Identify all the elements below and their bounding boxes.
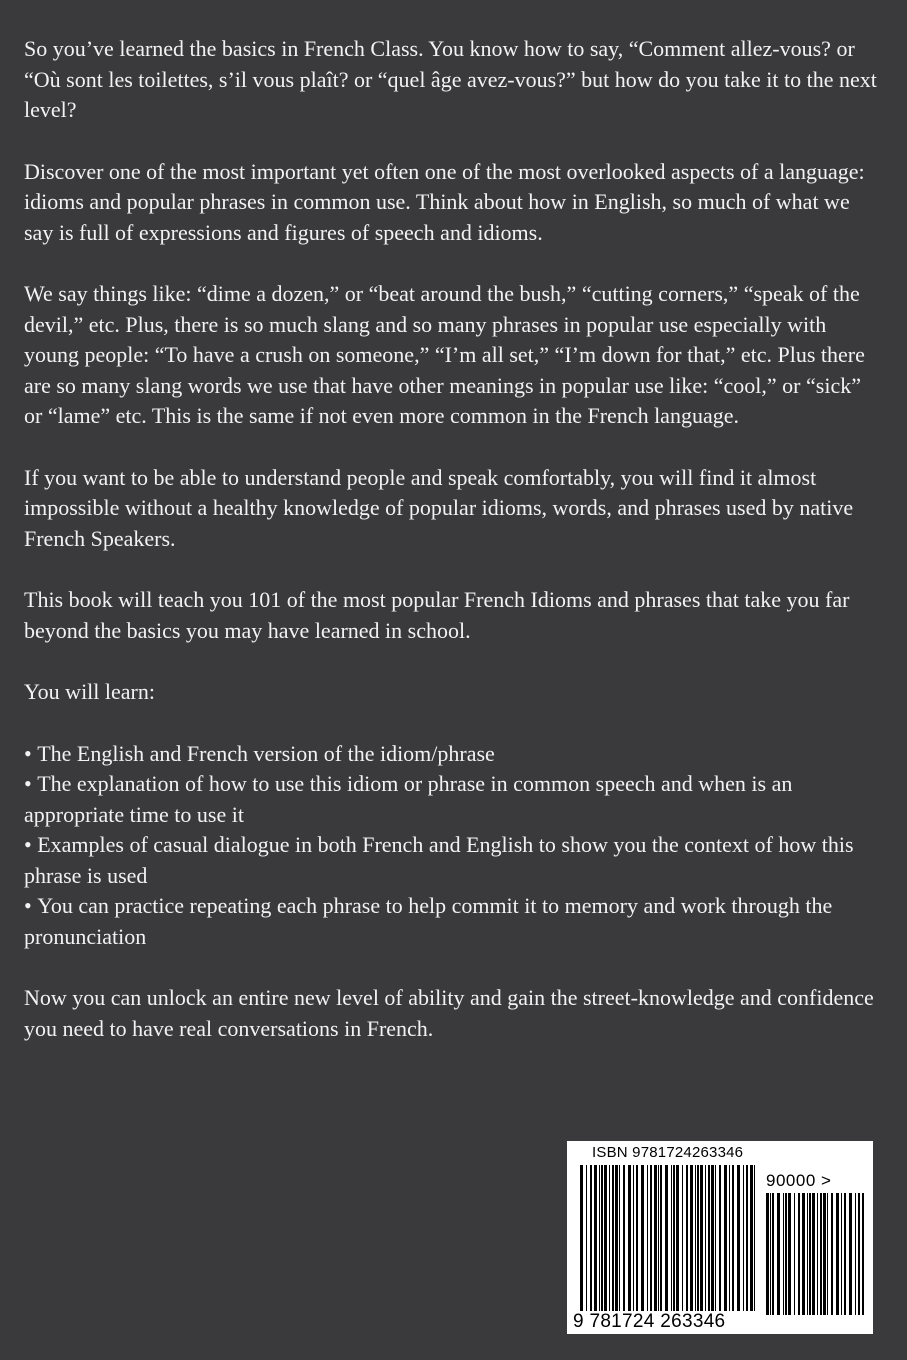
barcode-bar xyxy=(858,1193,860,1315)
barcode-bar xyxy=(590,1165,592,1311)
barcode-bar xyxy=(697,1165,699,1311)
barcode-bar xyxy=(700,1165,703,1311)
barcode-bar xyxy=(686,1165,688,1311)
barcode-bar xyxy=(586,1165,587,1311)
paragraph-discover: Discover one of the most important yet often one of the most overlooked aspects of a language: idioms and popular phrases in common use. Think about how in English, so much of what we say is full of expressions and figures of speech and idioms. xyxy=(24,158,865,245)
paragraph-examples: We say things like: “dime a dozen,” or “beat around the bush,” “cutting corners,” “speak of the devil,” etc. Plus, there is so much slang and so many phrases in popular use especially with young people: “To have a crush on someone,” “I’m all set,” “I’m down for that,” etc. Plus there are so many slang words we use that have other meanings in popular use like: “cool,” or “sick” or “lame” etc. This is the same if not even more common in the French language. xyxy=(24,281,865,428)
barcode-bar xyxy=(705,1165,706,1311)
barcode-bar xyxy=(823,1193,826,1315)
back-cover-blurb xyxy=(24,34,884,1075)
barcode-bar xyxy=(660,1165,662,1311)
barcode-bar xyxy=(604,1165,607,1311)
barcode-bar xyxy=(841,1193,842,1315)
barcode-bar xyxy=(647,1165,648,1311)
list-item: • Examples of casual dialogue in both French and English to show you the context of how this phrase is used xyxy=(24,830,884,891)
barcode-bar xyxy=(665,1165,668,1311)
barcode-bar xyxy=(612,1165,614,1311)
paragraph-you-will-learn: You will learn: xyxy=(24,679,155,704)
barcode-bar xyxy=(690,1165,693,1311)
barcode-bar xyxy=(766,1193,769,1315)
barcode-bar xyxy=(676,1165,679,1311)
list-item: • You can practice repeating each phrase to help commit it to memory and work through the pronunciation xyxy=(24,891,884,952)
paragraph-closing: Now you can unlock an entire new level of ability and gain the street-knowledge and confidence you need to have real conversations in French. xyxy=(24,985,874,1041)
barcode-bar xyxy=(807,1193,808,1315)
barcode-bar xyxy=(862,1193,864,1315)
barcode-digits: 9 781724 263346 xyxy=(573,1311,726,1332)
price-code: 90000 > xyxy=(766,1171,832,1190)
barcode-bar xyxy=(737,1165,740,1311)
barcode-bar xyxy=(770,1193,771,1315)
barcode-bar xyxy=(724,1165,727,1311)
barcode-bar xyxy=(715,1165,716,1311)
barcode-bar xyxy=(772,1193,774,1315)
barcode-bar xyxy=(671,1165,672,1311)
barcode-bar xyxy=(623,1165,625,1311)
barcode-bar xyxy=(788,1193,791,1315)
paragraph-understand: If you want to be able to understand people and speak comfortably, you will find it almost impossible without a healthy knowledge of popular idioms, words, and phrases used by native French Speakers. xyxy=(24,464,854,551)
barcode-bar xyxy=(820,1193,822,1315)
barcode-bar xyxy=(743,1165,744,1311)
barcode-bar xyxy=(754,1165,755,1311)
barcode-bar xyxy=(849,1193,852,1315)
barcode-bar xyxy=(812,1193,815,1315)
barcode-bar xyxy=(732,1165,734,1311)
barcode-bar xyxy=(798,1193,800,1315)
addon-barcode-bars xyxy=(766,1193,864,1315)
barcode-bar xyxy=(802,1193,805,1315)
barcode-bar xyxy=(628,1165,631,1311)
barcode-bar xyxy=(580,1165,583,1311)
barcode-bar xyxy=(673,1165,675,1311)
paragraph-book: This book will teach you 101 of the most popular French Idioms and phrases that take you far beyond the basics you may have learned in school. xyxy=(24,587,850,643)
barcode-bar xyxy=(633,1165,634,1311)
barcode-bar xyxy=(682,1165,683,1311)
barcode-bar xyxy=(599,1165,600,1311)
barcode-bar xyxy=(658,1165,659,1311)
barcode-bar xyxy=(817,1193,818,1315)
barcode-bar xyxy=(836,1193,839,1315)
barcode-bar xyxy=(719,1165,721,1311)
paragraph-intro: So you’ve learned the basics in French Class. You know how to say, “Comment allez-vous? or “Où sont les toilettes, s’il vous plaît? or “quel âge avez-vous?” but how do you take it to the next level? xyxy=(24,36,877,122)
barcode-bar xyxy=(619,1165,620,1311)
barcode-bar xyxy=(601,1165,603,1311)
barcode-bar xyxy=(650,1165,652,1311)
barcode-bar xyxy=(783,1193,784,1315)
barcode-bar xyxy=(844,1193,846,1315)
barcode-bars xyxy=(580,1165,756,1311)
barcode-bar xyxy=(777,1193,780,1315)
barcode-bar xyxy=(827,1193,828,1315)
isbn-barcode xyxy=(567,1141,873,1334)
barcode-bar xyxy=(785,1193,787,1315)
learning-list xyxy=(24,739,884,953)
list-item: • The explanation of how to use this idiom or phrase in common speech and when is an appropriate time to use it xyxy=(24,769,884,830)
barcode-bar xyxy=(695,1165,696,1311)
barcode-bar xyxy=(746,1165,748,1311)
barcode-bar xyxy=(855,1193,856,1315)
barcode-bar xyxy=(750,1165,753,1311)
barcode-bar xyxy=(641,1165,644,1311)
barcode-bar xyxy=(711,1165,714,1311)
barcode-bar xyxy=(615,1165,618,1311)
isbn-label: ISBN 9781724263346 xyxy=(592,1144,744,1161)
barcode-bar xyxy=(831,1193,833,1315)
barcode-bar xyxy=(594,1165,597,1311)
barcode-bar xyxy=(708,1165,710,1311)
barcode-bar xyxy=(729,1165,730,1311)
list-item: • The English and French version of the idiom/phrase xyxy=(24,739,884,770)
barcode-bar xyxy=(809,1193,811,1315)
barcode-bar xyxy=(609,1165,610,1311)
barcode-bar xyxy=(636,1165,638,1311)
barcode-bar xyxy=(654,1165,657,1311)
barcode-bar xyxy=(794,1193,795,1315)
